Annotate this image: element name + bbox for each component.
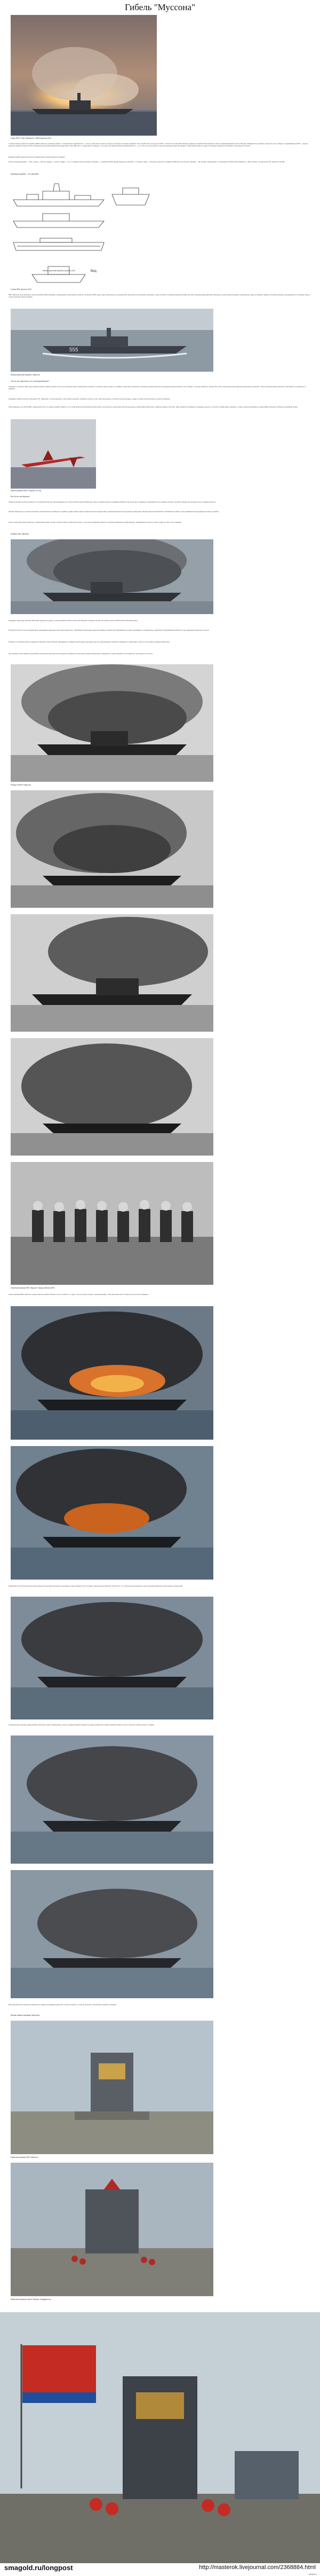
fire-order-paragraph: Командир корабля капитан-лейтенант В.П. Лукьянчук, получив доклад о пуске ракеты-мишени, приказал открыть огонь. Зенитные ракеты «Оса-М» были выпущены, однако по ряду причин мишень не была поражена.	[9, 398, 170, 400]
exercise-paragraph: МРК «Муссон» был включён в список кораблей 165-й бригады и неоднократно участвовал в учениях. 16 апреля 1987 года в ходе учений флота он должен был выполнить контрольные стрельбы, в ходе которых по кораблю-мишени должен был быть нанесён удар ракетами. Мишенью служила ракета-мишень, запущенная с другого корабля. Именно эта ракета-мишень, выпущенная по учебному плану, и стала причиной гибели корабля.	[9, 294, 311, 298]
doomed-heading: Корабль был обречён...	[11, 533, 30, 535]
fire-photo-2	[11, 790, 213, 908]
fire-photo-caption: Пожар на МРК «Муссон»	[11, 784, 31, 786]
aftermath-photo-2	[11, 1870, 213, 1998]
ship-at-sea-photo	[11, 309, 213, 372]
missile-launch-caption: Старт ПКР П-120 «Малахит» с МРК проекта 1234	[11, 137, 51, 139]
rescue-paragraph: Спасательная операция продолжалась несколько часов. Подошедшие к месту трагедии корабли подняли из воды оставшихся в живых моряков. Многие из них получили тяжёлые ожоги и травмы.	[9, 1724, 155, 1726]
secrecy-paragraph: Эта трагедия стала одной из крупнейших катастроф советского флота мирного времени и была долгое время засекречена. Подробности гибели корабля стали известны лишь много лет спустя.	[9, 653, 153, 655]
flag-memorial-photo	[0, 2312, 320, 2563]
missile-photo-caption: Ракета-мишень КРМ «Термит» (П-15)	[11, 490, 42, 492]
footer-site-link[interactable]: smagold.ru/longpost	[4, 2564, 73, 2572]
footer-watermark: aftutorru	[309, 2573, 317, 2575]
memorial-location-caption: Памятник экипажу в бухте Патрокл, Владивосток	[11, 2298, 51, 2300]
intro-note: Данный корабль внесён во многие справочники и ориентировочно обладал:	[9, 156, 66, 158]
sinking-paragraph: Спустя некоторое время «Муссон», охваченный огнём, затонул. В катастрофе погибли 39 человек, в том числе командир корабля и несколько офицеров штаба бригады, находившихся на борту. Спасти удалось лишь часть экипажа.	[9, 521, 182, 523]
survivors-paragraph: Подробнее об обстоятельствах катастрофы впоследствии рассказали уцелевшие члены экипажа. По их словам, пожар распространился так быстро, что у большинства моряков не было шансов выбраться из внутренних помещений.	[9, 1585, 183, 1587]
svg-text:Вид: Вид	[91, 270, 97, 273]
burning-color-photo-2	[11, 1446, 213, 1580]
specs-paragraph: Полное водоизмещение — 700 т, длина — 59,3 м, ширина — 11,8 м, осадка — 3,1 м. Главная энергетическая установка — 3 дизеля М-507А общей мощностью 30 000 л.с. Скорость хода — 35 узлов, дальность плавания 1600 миль на 18 узлах. Экипаж — 60 человек. Вооружение: 2 строенные ПУ ПКР П-120 «Малахит», ЗРК «Оса-М», 76-мм АУ АК-176, 30-мм АУ АК-630.	[9, 161, 285, 163]
footer-source-link[interactable]: http://masterok.livejournal.com/2368884.html	[199, 2564, 316, 2571]
memorial-paragraph: В память о погибших морях установлен памятник в бухте Патрокл, Владивосток. Каждый год 16 апреля ветераны флота и родственники погибших собираются у памятника, чтобы почтить память моряков «Муссона».	[9, 641, 170, 643]
fire-photo-3	[11, 914, 213, 1032]
awards-paragraph: Посмертно многие члены экипажа были награждены орденами «За личное мужество». Причинами катастрофы комиссия назвала ошибки при планировании учений, неисправность аппаратуры и нарушения требований безопасности при проведении ракетных стрельб.	[9, 629, 210, 631]
scheme-caption: Схема МРК проекта 1234	[11, 288, 31, 290]
fire-photo-1	[11, 664, 213, 782]
page-title: Гибель "Муссона"	[124, 2, 196, 12]
ship-drawings	[11, 178, 107, 285]
drawings-heading: Проекция корабля — 60 чертежей	[11, 173, 39, 175]
day-paragraph: Накануне, 15 апреля 1987 года, корабль вышел в район учений и в ночь на 16 апреля занял назначенную позицию. Согласно плану учений, по кораблю с берегового ракетного комплекса должна была быть выпущена ракета-мишень П-15 «Термит», которую «Муссон» должен был сбить своим зенитным ракетным комплексом «Оса-М». Утром 16 апреля ракета-мишень стартовала и устремилась к кораблю.	[9, 386, 306, 390]
ship-hull-drawing	[107, 178, 155, 216]
target-missile-photo	[11, 419, 96, 489]
memory-heading: Вечная память морякам «Муссона»	[11, 2014, 40, 2016]
ship-drawing-caption: Малый ракетный корабль проекта 1234	[43, 270, 75, 272]
fire-photo-4	[11, 1038, 213, 1156]
missile-launch-photo	[11, 15, 157, 136]
impact-paragraph: Ракета-мишень, не сбитая ЗРК, продолжила полёт в сторону корабля. Вместо того чтобы пройти на безопасном расстоянии, она на высоте нескольких метров врезалась в надстройку «Муссона» в районе ходового мостика. Удар пришёлся примерно в середину корпуса, и остатки топлива ракеты-мишени, а также горючие материалы в надстройке вспыхнули. Возник сильнейший пожар.	[9, 406, 298, 408]
svg-text:555: 555	[69, 347, 78, 353]
burning-ship-photo	[11, 539, 213, 614]
events-heading: Вот бы не так Муссону!	[11, 496, 30, 498]
changes-paragraph: Впоследствии были внесены изменения в порядок проведения ракетных стрельб на флоте, чтобы не допустить повторения подобных трагедий.	[9, 2004, 117, 2006]
ship-photo-caption: Малый ракетный корабль «Муссон»	[11, 374, 41, 376]
crew-photo	[11, 1162, 213, 1285]
command-paragraph: Командир «Муссона» капитан-лейтенант Лукьянчук и другие члены экипажа погибли, выполняя свой долг. Корабль затонул на глубине около 3 000 метров в Японском море.	[9, 619, 138, 622]
crew-photo-caption: Погибший экипаж МРК «Муссон» перед гибелью МРК	[11, 1287, 55, 1289]
fire-spread-paragraph: Пожар на корабле распространялся с огромной скоростью. Были выведены из строя системы энергоснабжения, связи и пожаротушения. Командир корабля и большая часть офицеров, находившихся на ходовом мостике, погибли в первые же секунды после попадания ракеты.	[9, 501, 216, 503]
question-heading: Так что же случилось в тот злополучный день?	[11, 380, 50, 382]
memorial-photo-2	[11, 2163, 213, 2296]
burning-color-photo-1	[11, 1306, 213, 1440]
memorial-photo-1	[11, 2021, 213, 2154]
intro-paragraph: О гибели малого ракетного корабля (МРК) «Муссон» написано давно и с множеством подробностей — так же о нём много писали в открытых военных и морских изданиях. Этот корабль был построен в 1978 г. и вошёл в состав 165-й бригады ракетных кораблей Тихоокеанского флота, базировавшейся в бухте Патрокл, Владивосток. Корабль относился к типу «Овод» по кодификации НАТО — малые ракетные корабли проекта 1234, вооружённые противокорабельными ракетами П-120 «Малахит». Совершенно очевидно, что он был не самым крупным кораблём флота — но к числу его достоинств относилась мощная ракетная батарея, позволявшая нанести удар по крупным кораблям противника с дистанции до 150 км.	[9, 143, 308, 147]
memorial-photo-caption: Памятник экипажу МРК «Муссон»	[11, 2156, 39, 2158]
aftermath-photo-1	[11, 1735, 213, 1864]
crew-paragraph: Члены экипажа МРК «Муссон» перед гибелью корабля. Многие из них погибли в тот день, так и не успев покинуть горящий корабль. Тела большей части погибших так и не были найдены.	[9, 1293, 149, 1295]
rescue-photo	[11, 1597, 213, 1719]
crew-fight-paragraph: Экипаж «Муссона» в течение нескольких часов боролся за живучесть корабля, однако пожар охватил практически всю надстройку и распространился во внутренние помещения. Начали рваться боеприпасы. Оставшиеся в живых члены экипажа были вынуждены покинуть корабль.	[9, 511, 219, 513]
